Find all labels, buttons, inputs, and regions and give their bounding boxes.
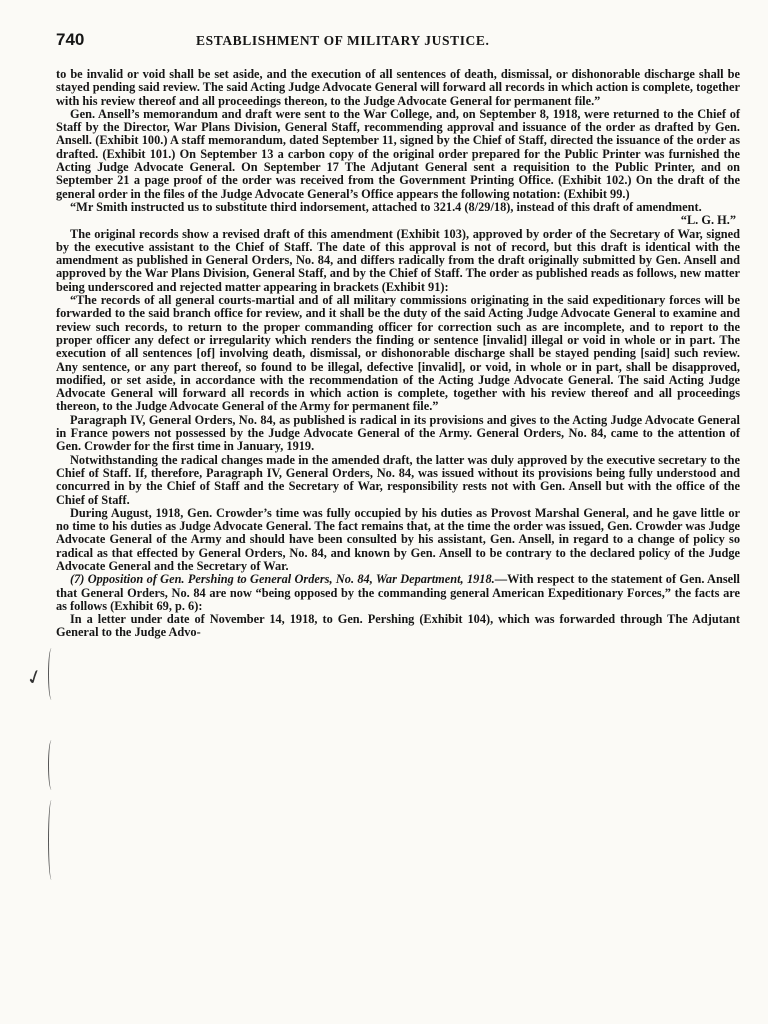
paragraph-radical-provisions: Paragraph IV, General Orders, No. 84, as published is radical in its provisions and gives to the Acting Judge Advocate General in France powers not possessed by the Judge Advocate General of the Army. General Orders, No. 84, came to the attention of Gen. Crowder for the first time in January, 1919. xyxy=(56,412,740,454)
margin-bracket-upper xyxy=(48,648,55,700)
paragraph-notation: “Mr Smith instructed us to substitute third indorsement, attached to 321.4 (8/29/18), instead of this draft of amendment. xyxy=(70,199,702,214)
document-page xyxy=(56,30,740,640)
section-7-text: —With respect to the statement of Gen. Ansell that General Orders, No. 84 are now “being opposed by the commanding general American Expeditionary Forces,” the facts are as follows (Exhibit 69, p. 6): xyxy=(56,572,740,613)
paragraph-crowder-duties: During August, 1918, Gen. Crowder’s time was fully occupied by his duties as Provost Marshal General, and he gave little or no time to his duties as Judge Advocate General. The fact remains that, at the time the order was issued, Gen. Crowder was Judge Advocate General of the Army and should have been consulted by his assistant, Gen. Ansell, in regard to a change of policy so radical as that effected by General Orders, No. 84, and known by Gen. Ansell to be contrary to the declared policy of the Judge Advocate General and the Secretary of War. xyxy=(56,505,740,573)
page-header xyxy=(56,30,740,56)
body-text xyxy=(56,68,740,640)
handwritten-check-mark: ✓ xyxy=(22,662,47,692)
margin-bracket-lower xyxy=(48,800,55,880)
paragraph-revised-draft: The original records show a revised draft of this amendment (Exhibit 103), approved by order of the Secretary of War, signed by the executive assistant to the Chief of Staff. The date of this approval is not of record, but this draft is identical with the amendment as published in General Orders, No. 84, and differs radically from the draft originally submitted by Gen. Ansell and approved by the War Plans Division, General Staff, and by the Chief of Staff. The order as published reads as follows, new matter being underscored and rejected matter appearing in brackets (Exhibit 91): xyxy=(56,226,740,294)
paragraph-quote-end: to be invalid or void shall be set aside, and the execution of all sentences of death, dismissal, or dishonorable discharge shall be stayed pending said review. The said Acting Judge Advocate General will forward all records in which action is complete, together with his review thereof and all proceedings thereon, to the Judge Advocate General for permanent file.” xyxy=(56,67,740,108)
section-7-heading: (7) Opposition of Gen. Pershing to General Orders, No. 84, War Department, 1918. xyxy=(70,572,495,587)
paragraph-section-7 xyxy=(56,573,740,613)
paragraph-notwithstanding: Notwithstanding the radical changes made in the amended draft, the latter was duly approved by the executive secretary to the Chief of Staff. If, therefore, Paragraph IV, General Orders, No. 84, was issued without its provisions being fully understood and concurred in by the Chief of Staff and the Secretary of War, responsibility rests not with Gen. Ansell but with the office of the Chief of Staff. xyxy=(56,452,740,507)
paragraph-order-text: “The records of all general courts-martial and of all military commissions originating in the said expeditionary forces will be forwarded to the said branch office for review, and it shall be the duty of the said Acting Judge Advocate General to examine and review such records, to return to the proper commanding officer for correction such as are incomplete, and to report to the proper officer any defect or irregularity which renders the finding or sentence [invalid] illegal or void in whole or in part. The execution of all sentences [of] involving death, dismissal, or dishonorable discharge shall be stayed pending [said] such review. Any sentence, or any part thereof, so found to be illegal, defective [invalid], or void, in whole or in part, shall be disapproved, modified, or set aside, in accordance with the recommendation of the Acting Judge Advocate General. The said Acting Judge Advocate General will forward all records in which action is complete, together with his review thereof and all proceedings thereon, to the Judge Advocate General of the Army for permanent file.” xyxy=(56,293,740,414)
paragraph-ansell-memorandum: Gen. Ansell’s memorandum and draft were sent to the War College, and, on September 8, 1918, were returned to the Chief of Staff by the Director, War Plans Division, General Staff, recommending approval and issuance of the order as drafted by Gen. Ansell. (Exhibit 100.) A staff memorandum, dated September 11, signed by the Chief of Staff, directed the issuance of the order as drafted. (Exhibit 101.) On September 13 a carbon copy of the original order prepared for the Public Printer was furnished the Acting Judge Advocate General. On September 17 The Adjutant General sent a requisition to the Public Printer, and on September 21 a page proof of the order was received from the Government Printing Office. (Exhibit 102.) On the draft of the general order in the files of the Judge Advocate General’s Office appears the following notation: (Exhibit 99.) xyxy=(56,106,740,201)
paragraph-pershing-letter: In a letter under date of November 14, 1918, to Gen. Pershing (Exhibit 104), which was forwarded through The Adjutant General to the Judge Advo- xyxy=(56,612,740,640)
running-title: ESTABLISHMENT OF MILITARY JUSTICE. xyxy=(196,33,490,48)
page-number: 740 xyxy=(56,30,85,49)
signature-initials: “L. G. H.” xyxy=(680,213,736,228)
margin-bracket-middle xyxy=(48,740,55,790)
